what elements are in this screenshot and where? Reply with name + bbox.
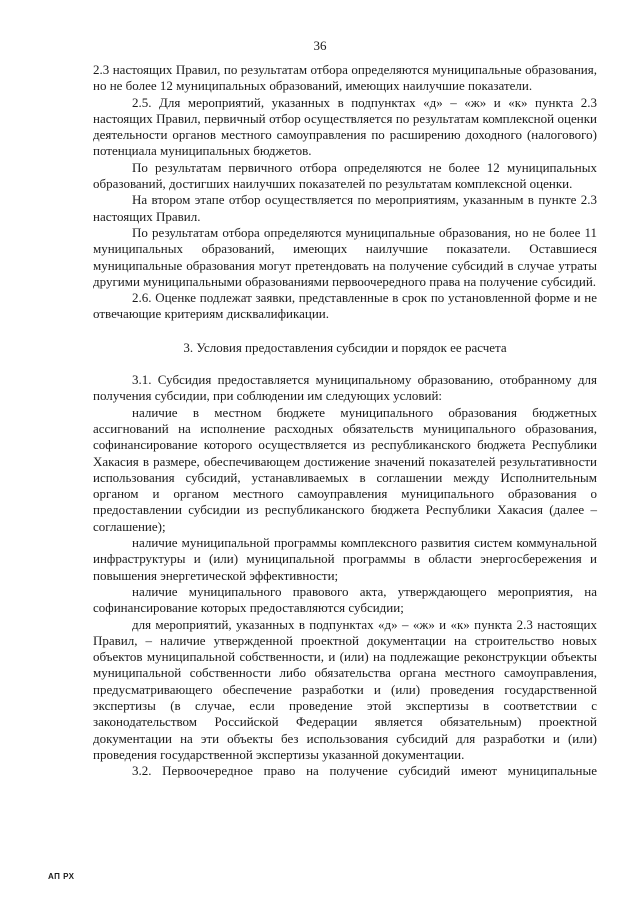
- paragraph: наличие муниципального правового акта, утверждающего мероприятия, на софинансирование которых предоставляются субсидии;: [93, 583, 597, 616]
- paragraph: 2.3 настоящих Правил, по результатам отбора определяются муниципальные образования, но не более 12 муниципальных образований, имеющих наилучшие показатели.: [93, 62, 597, 94]
- paragraph: 2.6. Оценке подлежат заявки, представленные в срок по установленной форме и не отвечающие критериям дисквалификации.: [93, 290, 597, 322]
- section-heading: 3. Условия предоставления субсидии и порядок ее расчета: [183, 339, 507, 355]
- paragraph: наличие муниципальной программы комплексного развития систем коммунальной инфраструктуры и (или) муниципальной программы в области энергосбережения и повышения энергетической эффективности;: [93, 535, 597, 583]
- paragraph: На втором этапе отбор осуществляется по мероприятиям, указанным в пункте 2.3 настоящих Правил.: [93, 192, 597, 224]
- paragraph: для мероприятий, указанных в подпунктах «д» – «ж» и «к» пункта 2.3 настоящих Правил, – наличие утвержденной проектной документации на строительство новых объектов муниципальной собственности, и (или) на подлежащие реконструкции объекты муниципальной собственности либо обязательства органа местного самоуправления, предусматривающего обеспечение разработки и (или) проведения государственной экспертизы (в случае, если проведение этой экспертизы в соответствии с законодательством Российской Федерации является обязательным) проектной документации на эти объекты без использования субсидий для разработки и (или) проведения государственной экспертизы указанной документации.: [93, 616, 597, 762]
- paragraph: 3.2. Первоочередное право на получение субсидий имеют муниципальные: [132, 763, 597, 779]
- document-body: [93, 62, 597, 779]
- page-number: 36: [313, 38, 327, 53]
- paragraph: 2.5. Для мероприятий, указанных в подпунктах «д» – «ж» и «к» пункта 2.3 настоящих Правил, первичный отбор осуществляется по результатам комплексной оценки деятельности органов местного самоуправления по расширению доходного (налогового) потенциала муниципальных бюджетов.: [93, 94, 597, 159]
- paragraph: наличие в местном бюджете муниципального образования бюджетных ассигнований на исполнение расходных обязательств муниципального образования, софинансирование которого осуществляется из республиканского бюджета Республики Хакасия в размере, обеспечивающем достижение значений показателей результативности использования субсидий, устанавливаемых в соглашении между Исполнительным органом и органом местного самоуправления муниципального образования о предоставлении субсидии из республиканского бюджета Республики Хакасия (далее – соглашение);: [93, 404, 597, 534]
- paragraph: По результатам отбора определяются муниципальные образования, но не более 11 муниципальных образований, имеющих наилучшие показатели. Оставшиеся муниципальные образования могут претендовать на получение субсидий в случае утраты другими муниципальными образованиями первоочередного права на получение субсидий.: [93, 224, 597, 289]
- paragraph: По результатам первичного отбора определяются не более 12 муниципальных образований, достигших наилучших показателей по результатам комплексной оценки.: [93, 159, 597, 192]
- paragraph: 3.1. Субсидия предоставляется муниципальному образованию, отобранному для получения субсидии, при соблюдении им следующих условий:: [93, 372, 597, 404]
- footer-mark: АП РХ: [48, 872, 75, 881]
